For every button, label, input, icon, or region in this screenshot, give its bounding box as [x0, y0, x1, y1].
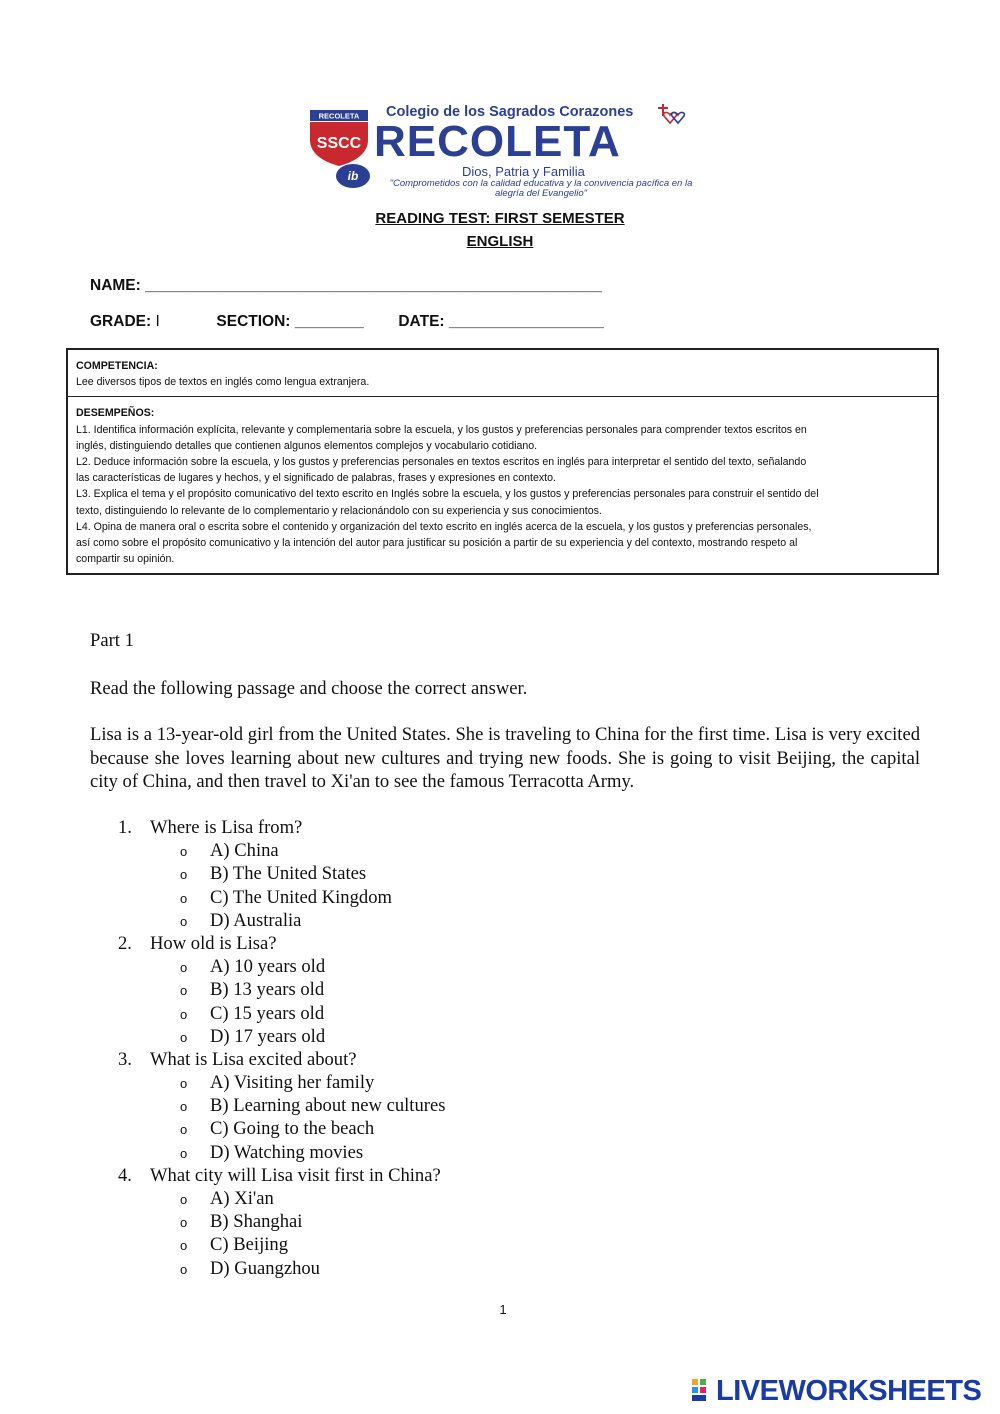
grade-section-date-row — [90, 313, 604, 331]
option-text: B) Learning about new cultures — [210, 1095, 446, 1117]
name-label: NAME: — [90, 277, 141, 294]
option-text: B) Shanghai — [210, 1211, 303, 1233]
question — [118, 1048, 445, 1071]
school-line: Colegio de los Sagrados Corazones — [386, 104, 634, 120]
option-text: B) 13 years old — [210, 979, 325, 1001]
ib-logo-icon: ib — [336, 164, 370, 188]
shield-top-text: RECOLETA — [318, 111, 360, 121]
desempenos-section — [68, 396, 937, 573]
bullet-icon: o — [180, 1099, 188, 1115]
desempeno-line: las características de lugares y hechos, y el significado de palabras, frases y expresiones en contexto. — [76, 472, 556, 485]
question-number: 3. — [118, 1048, 132, 1070]
question — [118, 1164, 445, 1187]
grade-value: I — [155, 313, 160, 330]
shield-text: SSCC — [316, 135, 362, 152]
option-text: D) Guangzhou — [210, 1257, 320, 1279]
part-label: Part 1 — [90, 630, 134, 651]
answer-option[interactable] — [118, 1187, 445, 1210]
bullet-icon: o — [180, 867, 188, 883]
desempeno-line: compartir su opinión. — [76, 553, 175, 566]
bullet-icon: o — [180, 1006, 188, 1022]
bullet-icon: o — [180, 1192, 188, 1207]
school-logo — [308, 102, 698, 202]
section-label: SECTION: — [216, 313, 291, 330]
instruction: Read the following passage and choose the correct answer. — [90, 678, 528, 699]
test-subject: ENGLISH — [466, 233, 534, 250]
desempeno-line: L2. Deduce información sobre la escuela, y los gustos y preferencias personales en textos escritos en inglés para interpretar el sentido del texto, señalando — [76, 456, 807, 469]
competencia-section — [68, 350, 937, 396]
option-text: A) Xi'an — [210, 1188, 274, 1209]
desempeno-line: inglés, distinguiendo detalles que contienen algunos elementos complejos y vocabulario cotidiano. — [76, 439, 538, 452]
option-text: C) Beijing — [210, 1234, 288, 1256]
answer-option[interactable] — [118, 1071, 445, 1094]
answer-option[interactable] — [118, 1210, 445, 1233]
reading-passage: Lisa is a 13-year-old girl from the United States. She is traveling to China for the first time. Lisa is very excited because she loves learning about new cultures and trying new foods. She is going to visit Beijing, the capital city of China, and then travel to Xi'an to see the famous Terracotta Army. — [90, 724, 920, 792]
competencia-heading: COMPETENCIA: — [76, 360, 158, 372]
answer-option[interactable] — [118, 955, 445, 978]
answer-option[interactable] — [118, 1002, 445, 1025]
school-name: RECOLETA — [374, 117, 621, 166]
date-label: DATE: — [398, 313, 445, 330]
question-list — [118, 816, 445, 1280]
desempeno-line: L1. Identifica información explícita, relevante y complementaria sobre la escuela, y los gustos y preferencias personales para comprender textos escritos en — [76, 423, 807, 436]
question — [118, 816, 445, 839]
bullet-icon: o — [180, 1076, 188, 1092]
liveworksheets-brand: LIVEWORKSHEETS — [716, 1375, 982, 1407]
bullet-icon: o — [180, 890, 188, 906]
answer-option[interactable] — [118, 1141, 445, 1164]
question-text: What city will Lisa visit first in China? — [150, 1164, 441, 1186]
bullet-icon: o — [180, 960, 188, 976]
desempeno-line: así como sobre el propósito comunicativo y la intención del autor para justificar su posición a partir de su experiencia y del contexto, mostrando respeto al — [76, 537, 798, 550]
option-text: B) The United States — [210, 863, 367, 885]
name-blank[interactable]: _____________________________________________________ — [145, 277, 603, 294]
question-text: Where is Lisa from? — [150, 817, 303, 838]
date-blank[interactable]: __________________ — [448, 313, 605, 330]
question-number: 4. — [118, 1164, 132, 1186]
test-title: READING TEST: FIRST SEMESTER — [375, 210, 625, 227]
answer-option[interactable] — [118, 1094, 445, 1117]
answer-option[interactable] — [118, 886, 445, 909]
answer-option[interactable] — [118, 909, 445, 932]
grade-label: GRADE: — [90, 313, 152, 330]
school-shield-icon — [308, 110, 370, 166]
section-blank[interactable]: ________ — [294, 313, 364, 330]
option-text: D) Watching movies — [210, 1141, 364, 1163]
school-quote: "Comprometidos con la calidad educativa y la convivencia pacífica en la alegría del Evangelio" — [389, 178, 693, 199]
answer-option[interactable] — [118, 978, 445, 1001]
question-number: 1. — [118, 817, 132, 838]
bullet-icon: o — [180, 844, 188, 860]
option-text: D) Australia — [210, 909, 302, 931]
desempenos-heading: DESEMPEÑOS: — [76, 407, 155, 420]
option-text: A) China — [210, 840, 279, 862]
answer-option[interactable] — [118, 862, 445, 885]
desempeno-line: L4. Opina de manera oral o escrita sobre el contenido y organización del texto escrito en inglés acerca de la escuela, y los gustos y preferencias personales, — [76, 520, 812, 533]
sacred-hearts-icon — [654, 102, 688, 126]
page-number: 1 — [499, 1302, 507, 1317]
liveworksheets-icon — [692, 1379, 714, 1401]
bullet-icon: o — [180, 983, 188, 999]
desempeno-line: texto, distinguiendo lo relevante de lo complementario y relacionándolo con su experiencia y sus conocimientos. — [76, 504, 602, 517]
bullet-icon: o — [180, 1145, 188, 1161]
answer-option[interactable] — [118, 839, 445, 862]
option-text: A) Visiting her family — [210, 1072, 375, 1094]
bullet-icon: o — [180, 1215, 188, 1231]
option-text: D) 17 years old — [210, 1025, 326, 1047]
question-text: What is Lisa excited about? — [150, 1048, 357, 1070]
answer-option[interactable] — [118, 1257, 445, 1280]
question-number: 2. — [118, 932, 132, 954]
bullet-icon: o — [180, 1261, 188, 1277]
answer-option[interactable] — [118, 1025, 445, 1048]
question — [118, 932, 445, 955]
competencies-box — [66, 348, 939, 575]
competencia-text: Lee diversos tipos de textos en inglés como lengua extranjera. — [76, 376, 370, 389]
answer-option[interactable] — [118, 1233, 445, 1256]
desempeno-line: L3. Explica el tema y el propósito comunicativo del texto escrito en Inglés sobre la escuela, y los gustos y preferencias personales para construir el sentido del — [76, 488, 819, 501]
option-text: C) 15 years old — [210, 1002, 325, 1024]
bullet-icon: o — [180, 1122, 188, 1138]
option-text: C) The United Kingdom — [210, 886, 392, 908]
option-text: C) Going to the beach — [210, 1118, 375, 1140]
bullet-icon: o — [180, 1238, 188, 1254]
bullet-icon: o — [180, 1029, 188, 1045]
option-text: A) 10 years old — [210, 956, 326, 978]
name-field[interactable] — [90, 277, 602, 295]
school-motto: Dios, Patria y Familia — [462, 164, 585, 179]
bullet-icon: o — [180, 913, 188, 929]
question-text: How old is Lisa? — [150, 932, 277, 954]
answer-option[interactable] — [118, 1117, 445, 1140]
